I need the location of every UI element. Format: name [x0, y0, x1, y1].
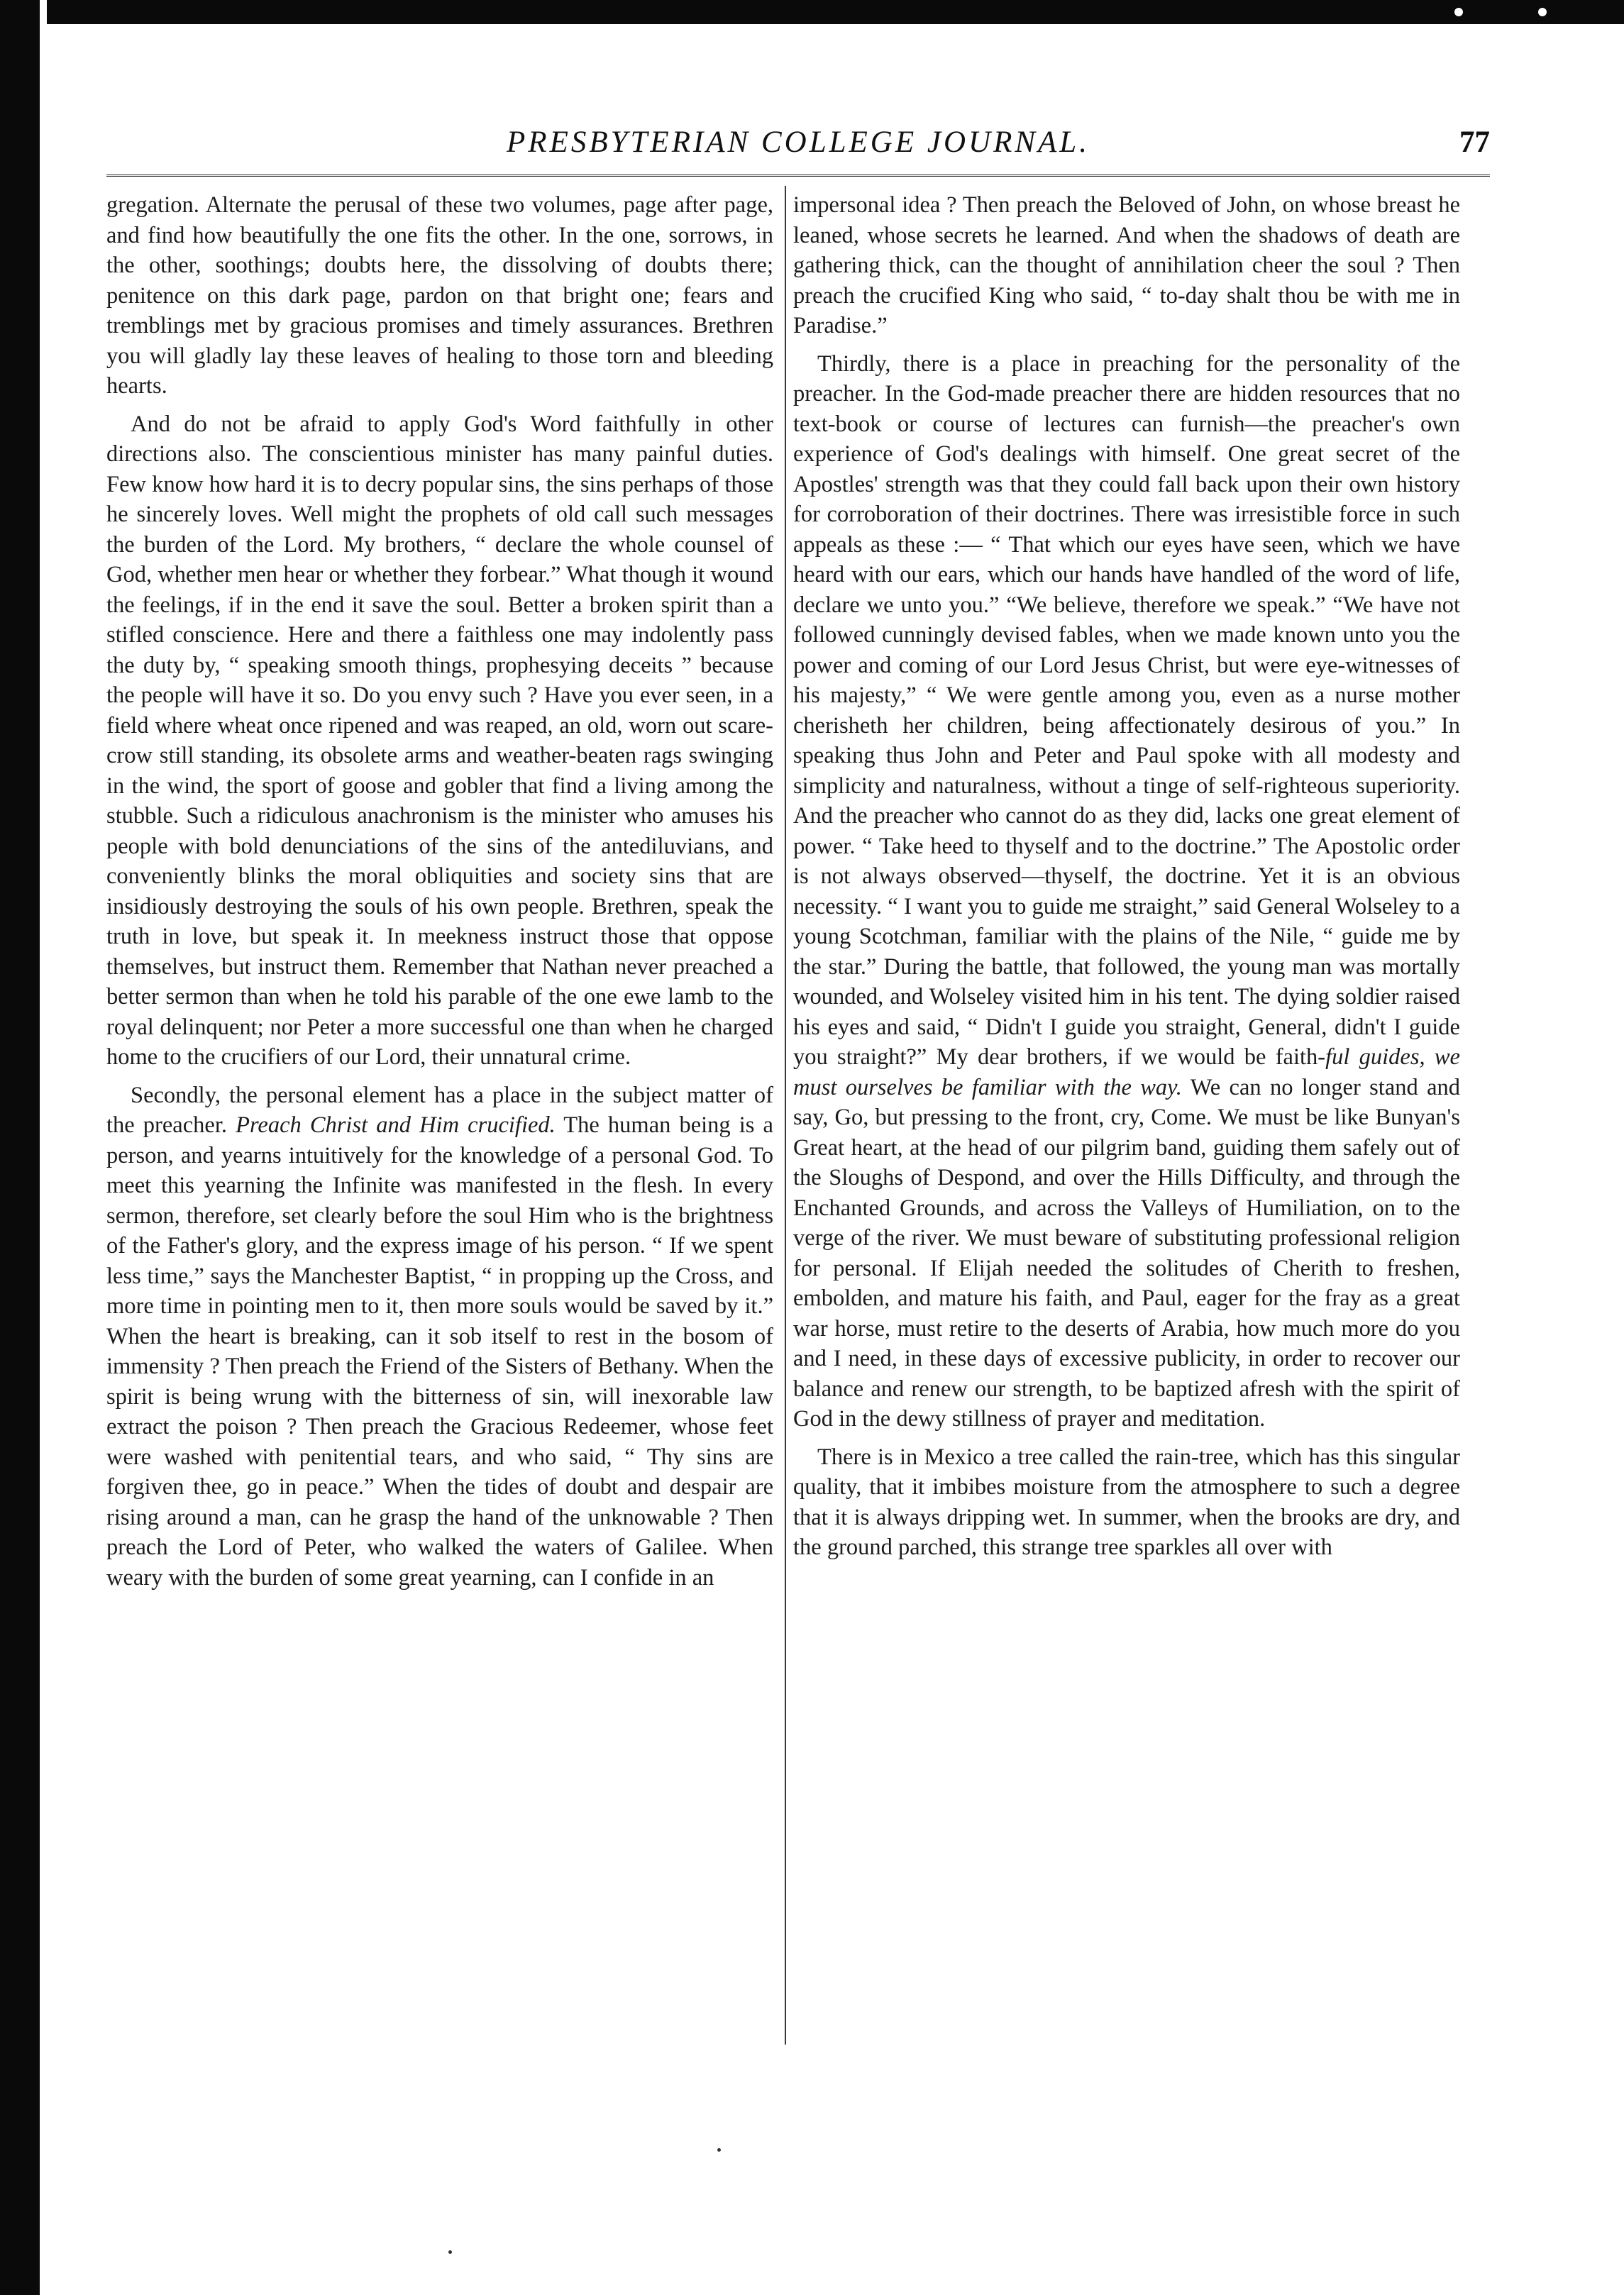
italic-phrase: ful guides, we must ourselves be familiar with the way. — [793, 1044, 1460, 1100]
paragraph-text: We can no longer stand and say, Go, but pressing to the front, cry, Come. We must be like Bunyan's Great heart, at the head of our pilgrim band, guiding them safely out of the Sloughs of Despond, and over the Hills Difficulty, and through the Enchanted Grounds, and across the Valleys of Humiliation, on to the verge of the river. We must beware of substituting professional religion for personal. If Elijah needed the solitudes of Cherith to freshen, embolden, and mature his faith, and Paul, eager for the fray as a great war horse, must retire to the deserts of Arabia, how much more do you and I need, in these days of excessive publicity, in order to recover our balance and renew our strength, to be baptized afresh with the spirit of God in the dewy stillness of prayer and meditation. — [793, 1074, 1460, 1432]
header-rule — [106, 175, 1490, 177]
column-divider — [785, 186, 786, 2045]
scan-mark-dot — [1454, 8, 1463, 16]
paragraph-secondly — [106, 1080, 773, 1593]
paragraph-text: Thirdly, there is a place in preaching for the personality of the preacher. In the God-made preacher there are hidden resources that no text-book or course of lectures can furnish—the preacher's own experience of God's dealings with himself. One great secret of the Apostles' strength was that they could fall back upon their own history for corroboration of their doctrines. There was irresistible force in such appeals as these :— “ That which our eyes have seen, which we have heard with our ears, which our hands have handled of the word of life, declare we unto you.” “We believe, therefore we speak.” “We have not followed cunningly devised fables, when we made known unto you the power and coming of our Lord Jesus Christ, but were eye-witnesses of his majesty,” “ We were gentle among you, even as a nurse mother cherisheth her children, being affectionately desirous of you.” In speaking thus John and Peter and Paul spoke with all modesty and simplicity and naturalness, without a tinge of self-righteous superiority. And the preacher who cannot do as they did, lacks one great element of power. “ Take heed to thyself and to the doctrine.” The Apostolic order is not always observed—thyself, the doctrine. Yet it is an obvious necessity. “ I want you to guide me straight,” said General Wolseley to a young Scotchman, familiar with the plains of the Nile, “ guide me by the star.” During the battle, that followed, the young man was mortally wounded, and Wolseley visited him in his tent. The dying soldier raised his eyes and said, “ Didn't I guide you straight, General, didn't I guide you straight?” My dear brothers, if we would be faith- — [793, 350, 1460, 1070]
page-header — [106, 118, 1490, 167]
italic-phrase: Preach Christ and Him crucified. — [236, 1112, 556, 1138]
scan-mark-dot — [1538, 8, 1547, 16]
right-column — [793, 190, 1460, 1571]
left-binding-edge — [0, 0, 40, 2295]
print-speck — [717, 2148, 721, 2152]
paragraph-text: The human being is a person, and yearns intuitively for the knowledge of a personal God. To meet this yearning the Infinite was manifested in the flesh. In every sermon, therefore, set clearly before the soul Him who is the brightness of the Father's glory, and the express image of his person. “ If we spent less time,” says the Manchester Baptist, “ in propping up the Cross, and more time in pointing men to it, then more souls would be saved by it.” When the heart is breaking, can it sob itself to rest in the bosom of immensity ? Then preach the Friend of the Sisters of Bethany. When the spirit is being wrung with the bitterness of sin, will inexorable law extract the poison ? Then preach the Gracious Redeemer, whose feet were washed with penitential tears, and who said, “ Thy sins are forgiven thee, go in peace.” When the tides of doubt and despair are rising around a man, can he grasp the hand of the unknowable ? Then preach the Lord of Peter, who walked the waters of Galilee. When weary with the burden of some great yearning, can I confide in an — [106, 1112, 773, 1591]
print-speck — [448, 2250, 452, 2254]
paragraph: And do not be afraid to apply God's Word faithfully in other directions also. The conscientious minister has many painful duties. Few know how hard it is to decry popular sins, the sins perhaps of those he sincerely loves. Well might the prophets of old call such messages the burden of the Lord. My brothers, “ declare the whole counsel of God, whether men hear or whether they forbear.” What though it wound the feelings, if in the end it save the soul. Better a broken spirit than a stifled conscience. Here and there a faithless one may indolently pass the duty by, “ speaking smooth things, prophesying deceits ” because the people will have it so. Do you envy such ? Have you ever seen, in a field where wheat once ripened and was reaped, an old, worn out scare-crow still standing, its obsolete arms and weather-beaten rags swinging in the wind, the sport of goose and gobler that find a living among the stubble. Such a ridiculous anachronism is the minister who amuses his people with bold denunciations of the sins of the antediluvians, and conveniently blinks the moral obliquities and society sins that are insidiously destroying the souls of his own people. Brethren, speak the truth in love, but speak it. In meekness instruct those that oppose themselves, but instruct them. Remember that Nathan never preached a better sermon than when he told his parable of the one ewe lamb to the royal delinquent; nor Peter a more successful one than when he charged home to the crucifiers of our Lord, their unnatural crime. — [106, 411, 773, 1070]
paragraph-thirdly — [793, 349, 1460, 1434]
top-scan-band — [0, 0, 1624, 24]
running-title: PRESBYTERIAN COLLEGE JOURNAL. — [507, 126, 1090, 159]
paragraph-text: Secondly, the personal element has a place in the subject matter of the preacher. — [106, 1082, 773, 1138]
paragraph-continued: impersonal idea ? Then preach the Beloved of John, on whose breast he leaned, whose secrets he learned. And when the shadows of death are gathering thick, can the thought of annihilation cheer the soul ? Then preach the crucified King who said, “ to-day shalt thou be with me in Paradise.” — [793, 192, 1460, 338]
page-number: 77 — [1459, 126, 1490, 159]
paragraph: There is in Mexico a tree called the rain-tree, which has this singular quality, that it imbibes moisture from the atmosphere to such a degree that it is always dripping wet. In summer, when the brooks are dry, and the ground parched, this strange tree sparkles all over with — [793, 1444, 1460, 1560]
paragraph-continued: gregation. Alternate the perusal of these two volumes, page after page, and find how beautifully the one fits the other. In the one, sorrows, in the other, soothings; doubts here, the dissolving of doubts there; penitence on this dark page, pardon on that bright one; fears and tremblings met by gracious promises and timely assurances. Brethren you will gladly lay these leaves of healing to those torn and bleeding hearts. — [106, 192, 773, 399]
left-column — [106, 190, 773, 1600]
